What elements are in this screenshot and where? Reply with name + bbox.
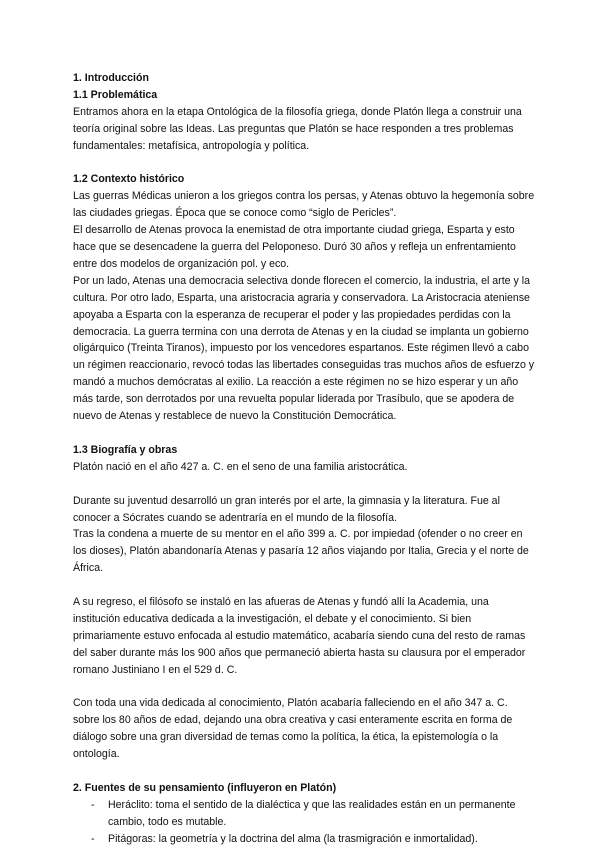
dash-bullet: - [91,832,95,845]
section-1-1-heading: 1.1 Problemática [73,88,158,101]
section-1-3-paragraph-1: Platón nació en el año 427 a. C. en el seno de una familia aristocrática. [73,460,408,473]
spacer [73,679,535,696]
list-item [73,797,535,831]
section-1-2-paragraph-3: Por un lado, Atenas una democracia selectiva donde florecen el comercio, la industria, el arte y la cultura. Por otro lado, Esparta, una aristocracia agraria y conservadora. La Aristocracia ateniense apoyaba a Esparta con la esperanza de recuperar el poder y las propiedades perdidas con la democracia. La guerra termina con una derrota de Atenas y en la ciudad se implanta un gobierno oligárquico (Treinta Tiranos), impuesto por los vencedores espartanos. Este régimen llevó a cabo un régimen reaccionario, revocó todas las libertades conseguidas tras muchos años de esfuerzo y mandó a muchos demócratas al exilio. La reacción a este régimen no se hizo esperar y un año más tarde, son derrotados por una revuelta popular liderada por Trasíbulo, que se apodera de nuevo de Atenas y restablece de nuevo la Constitución Democrática. [73,274,535,423]
section-1-3-heading: 1.3 Biografía y obras [73,443,178,456]
section-1-3-paragraph-3: A su regreso, el filósofo se instaló en las afueras de Atenas y fundó allí la Academia, una institución educativa dedicada a la investigación, el debate y el conocimiento. Si bien primariamente estuvo enfocada al estudio matemático, acabaría siendo cuna del resto de ramas del saber durante más los 900 años que permaneció abierta hasta su clausura por el emperador romano Justiniano I en el 529 d. C. [73,596,526,676]
section-1-2-paragraph-2: El desarrollo de Atenas provoca la enemistad de otra importante ciudad griega, Esparta y esto hace que se desencadene la guerra del Peloponeso. Duró 30 años y refleja un enfrentamiento entre dos modelos de organización pol. y eco. [73,224,516,270]
spacer [73,155,535,172]
spacer [73,425,535,442]
spacer [73,577,535,594]
section-1-heading: 1. Introducción [73,72,149,84]
list-item [73,831,535,848]
list-item-text: Heráclito: toma el sentido de la dialéctica y que las realidades están en un permanente cambio, todo es mutable. [108,798,516,828]
section-1-2-heading: 1.2 Contexto histórico [73,173,185,186]
section-1-1-paragraph: Entramos ahora en la etapa Ontológica de la filosofía griega, donde Platón llega a construir una teoría original sobre las Ideas. Las preguntas que Platón se hace responden a tres problemas fundamentales: metafísica, antropología y política. [73,105,522,152]
section-1-2-paragraph-1: Las guerras Médicas unieron a los griegos contra los persas, y Atenas obtuvo la hegemonía sobre las ciudades griegas. Época que se conoce como “siglo de Pericles”. [73,190,535,220]
spacer [73,476,535,493]
section-1-3-paragraph-2a: Durante su juventud desarrolló un gran interés por el arte, la gimnasia y la literatura. Fue al conocer a Sócrates cuando se adentraría en el mundo de la filosofía. [73,494,500,524]
section-2-heading: 2. Fuentes de su pensamiento (influyeron en Platón) [73,781,337,794]
spacer [73,763,535,780]
section-1-3-paragraph-2b: Tras la condena a muerte de su mentor en el año 399 a. C. por impiedad (ofender o no creer en los dioses), Platón abandonaría Atenas y pasaría 12 años viajando por Italia, Grecia y el norte de África. [73,528,529,575]
section-1-3-paragraph-4: Con toda una vida dedicada al conocimiento, Platón acabaría falleciendo en el año 347 a. C. sobre los 80 años de edad, dejando una obra creativa y casi enteramente escrita en forma de diálogo sobre una gran diversidad de temas como la política, la ética, la epistemología o la ontología. [73,697,513,761]
list-item-text: Pitágoras: la geometría y la doctrina del alma (la trasmigración e inmortalidad). [108,832,478,845]
dash-bullet: - [91,798,95,811]
document-page [73,70,535,848]
sources-list [73,797,535,848]
